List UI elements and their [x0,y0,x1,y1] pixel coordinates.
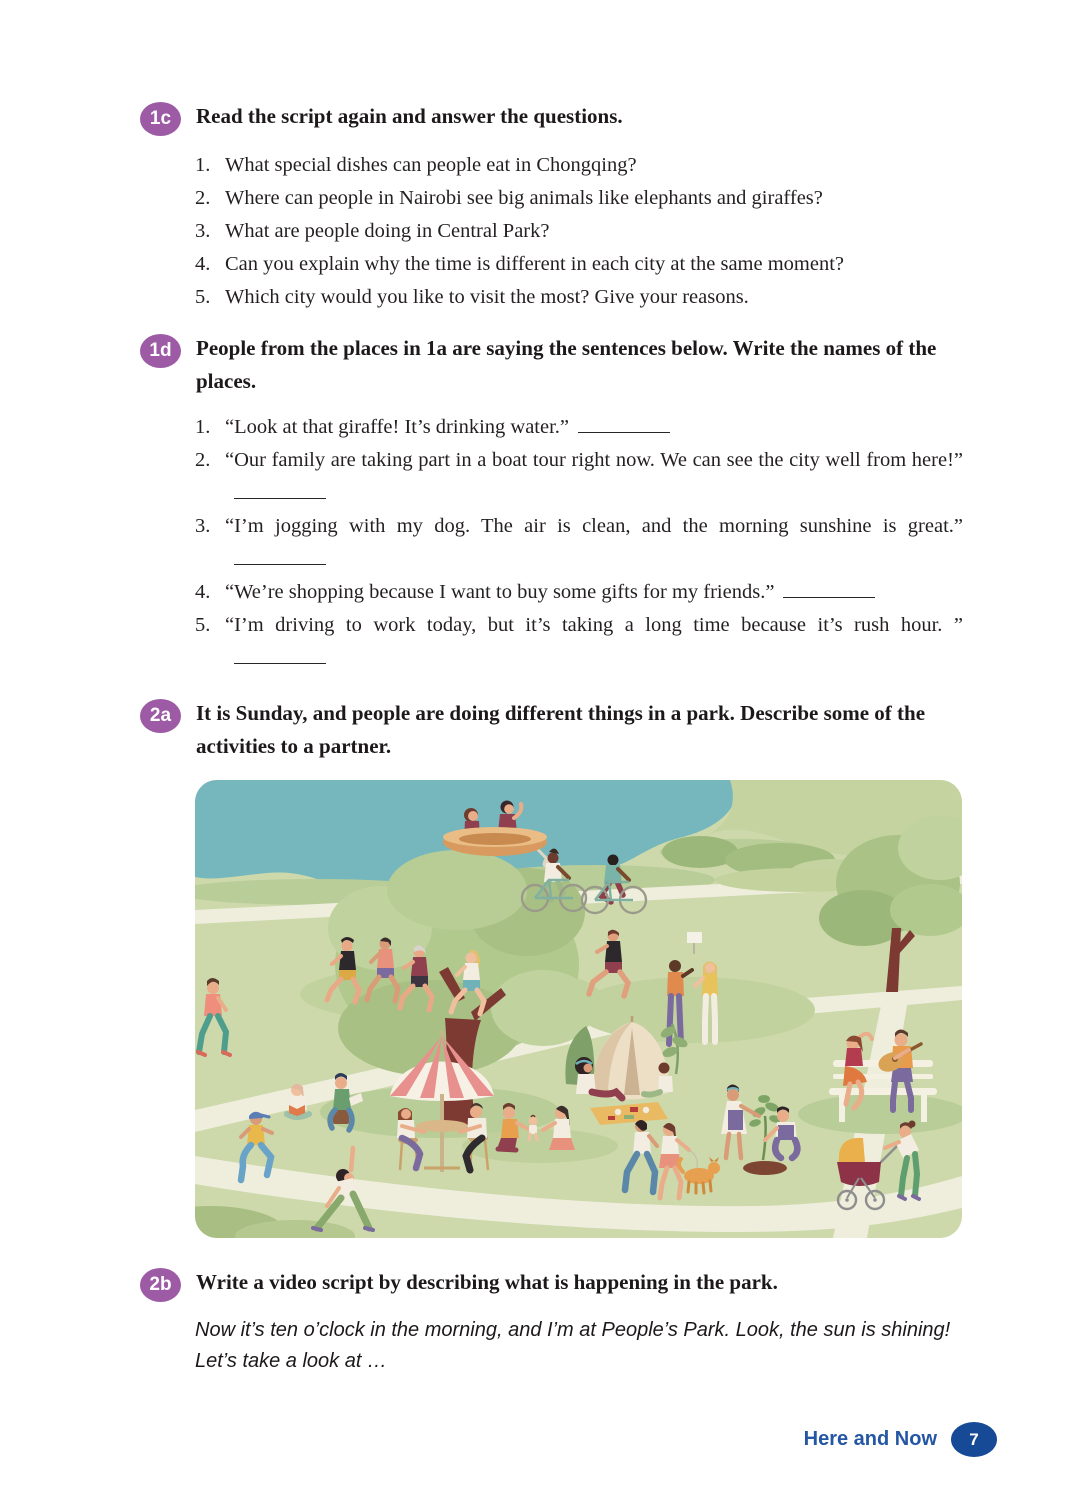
exercise-2a [140,697,990,763]
answer-blank [234,479,326,499]
question-item: 3. What are people doing in Central Park? [195,220,550,242]
unit-title: Here and Now [803,1428,937,1450]
example-script-text: Now it’s ten o’clock in the morning, and I’m at People’s Park. Look, the sun is shining! Let’s take a look at … [195,1319,951,1372]
exercise-1c [140,100,990,314]
exercise-badge-1d: 1d [140,334,181,368]
answer-blank [234,644,326,664]
question-list-1c [195,149,990,314]
exercise-badge-2a: 2a [140,699,181,733]
exercise-1d [140,332,990,675]
page-number-badge: 7 [951,1422,997,1457]
sentence-item: 2. “Our family are taking part in a boat tour right now. We can see the city well from here!” [195,444,990,510]
answer-blank [234,545,326,565]
sentence-item: 3. “I’m jogging with my dog. The air is clean, and the morning sunshine is great.” [195,510,990,576]
question-item: 5. Which city would you like to visit the most? Give your reasons. [195,286,749,308]
park-illustration [195,780,962,1238]
exercise-2a-heading: It is Sunday, and people are doing different things in a park. Describe some of the activities to a partner. [196,701,926,758]
exercise-badge-1c: 1c [140,102,181,136]
exercise-2b [140,1266,990,1377]
exercise-1c-heading: Read the script again and answer the questions. [196,104,623,128]
page-footer [0,1422,997,1457]
sentence-list-1d [195,411,990,675]
question-item: 1. What special dishes can people eat in Chongqing? [195,154,637,176]
answer-blank [783,578,875,598]
answer-blank [578,413,670,433]
exercise-2b-heading: Write a video script by describing what is happening in the park. [196,1270,778,1294]
sentence-item: 4. “We’re shopping because I want to buy some gifts for my friends.” [195,576,990,609]
question-item: 4. Can you explain why the time is different in each city at the same moment? [195,253,844,275]
sentence-item: 1. “Look at that giraffe! It’s drinking water.” [195,411,990,444]
question-item: 2. Where can people in Nairobi see big animals like elephants and giraffes? [195,187,823,209]
exercise-1d-heading: People from the places in 1a are saying the sentences below. Write the names of the places. [196,336,937,393]
sentence-item: 5. “I’m driving to work today, but it’s taking a long time because it’s rush hour. ” [195,609,990,675]
exercise-badge-2b: 2b [140,1268,181,1302]
